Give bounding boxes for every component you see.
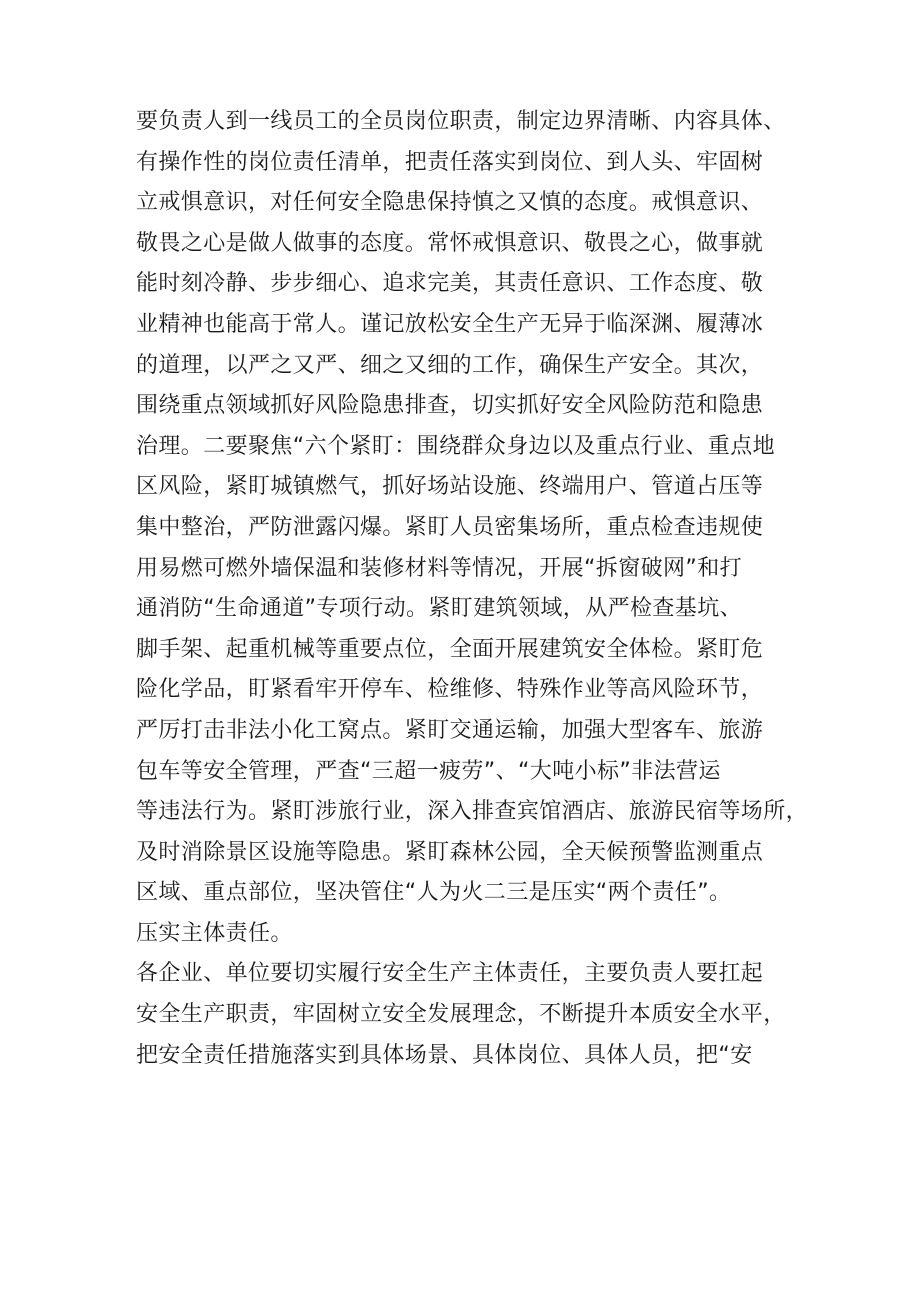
- text-line: 把安全责任措施落实到具体场景、具体岗位、具体人员，把“安: [136, 1042, 753, 1068]
- text-line: 治理。二要聚焦“六个紧盯：围绕群众身边以及重点行业、重点地: [136, 433, 775, 459]
- text-line: 围绕重点领域抓好风险隐患排查，切实抓好安全风险防范和隐患: [136, 393, 764, 419]
- text-line: 各企业、单位要切实履行安全生产主体责任，主要负责人要扛起: [136, 961, 764, 987]
- body-text: [136, 102, 809, 1076]
- text-line: 敬畏之心是做人做事的态度。常怀戒惧意识、敬畏之心，做事就: [136, 230, 764, 256]
- text-line: 区风险，紧盯城镇燃气，抓好场站设施、终端用户、管道占压等: [136, 474, 764, 500]
- text-line: 的道理，以严之又严、细之又细的工作，确保生产安全。其次，: [136, 352, 764, 378]
- text-line: 要负责人到一线员工的全员岗位职责，制定边界清晰、内容具体、: [136, 109, 786, 134]
- text-line: 等违法行为。紧盯涉旅行业，深入排查宾馆酒店、旅游民宿等场所，: [136, 799, 809, 825]
- text-line: 业精神也能高于常人。谨记放松安全生产无异于临深渊、履薄冰: [136, 311, 764, 337]
- text-line: 有操作性的岗位责任清单，把责任落实到岗位、到人头、牢固树: [136, 149, 764, 175]
- text-line: 立戒惧意识，对任何安全隐患保持慎之又慎的态度。戒惧意识、: [136, 190, 764, 216]
- text-line: 险化学品，盯紧看牢开停车、检维修、特殊作业等高风险环节，: [136, 677, 764, 703]
- text-line: 通消防“生命通道”专项行动。紧盯建筑领域，从严检查基坑、: [136, 596, 742, 622]
- text-line: 压实主体责任。: [136, 920, 293, 946]
- text-line: 区域、重点部位，坚决管住“人为火二三是压实“两个责任”。: [136, 880, 732, 906]
- text-line: 能时刻冷静、步步细心、追求完美，其责任意识、工作态度、敬: [136, 271, 764, 297]
- text-line: 及时消除景区设施等隐患。紧盯森林公园，全天候预警监测重点: [136, 839, 764, 865]
- text-line: 包车等安全管理，严查“三超一疲劳”、“大吨小标”非法营运: [136, 758, 721, 784]
- text-line: 集中整治，严防泄露闪爆。紧盯人员密集场所，重点检查违规使: [136, 514, 764, 540]
- text-line: 脚手架、起重机械等重要点位，全面开展建筑安全体检。紧盯危: [136, 636, 764, 662]
- text-line: 用易燃可燃外墙保温和装修材料等情况，开展“拆窗破网”和打: [136, 555, 742, 581]
- text-line: 严厉打击非法小化工窝点。紧盯交通运输，加强大型客车、旅游: [136, 717, 764, 743]
- text-line: 安全生产职责，牢固树立安全发展理念，不断提升本质安全水平，: [136, 1002, 786, 1028]
